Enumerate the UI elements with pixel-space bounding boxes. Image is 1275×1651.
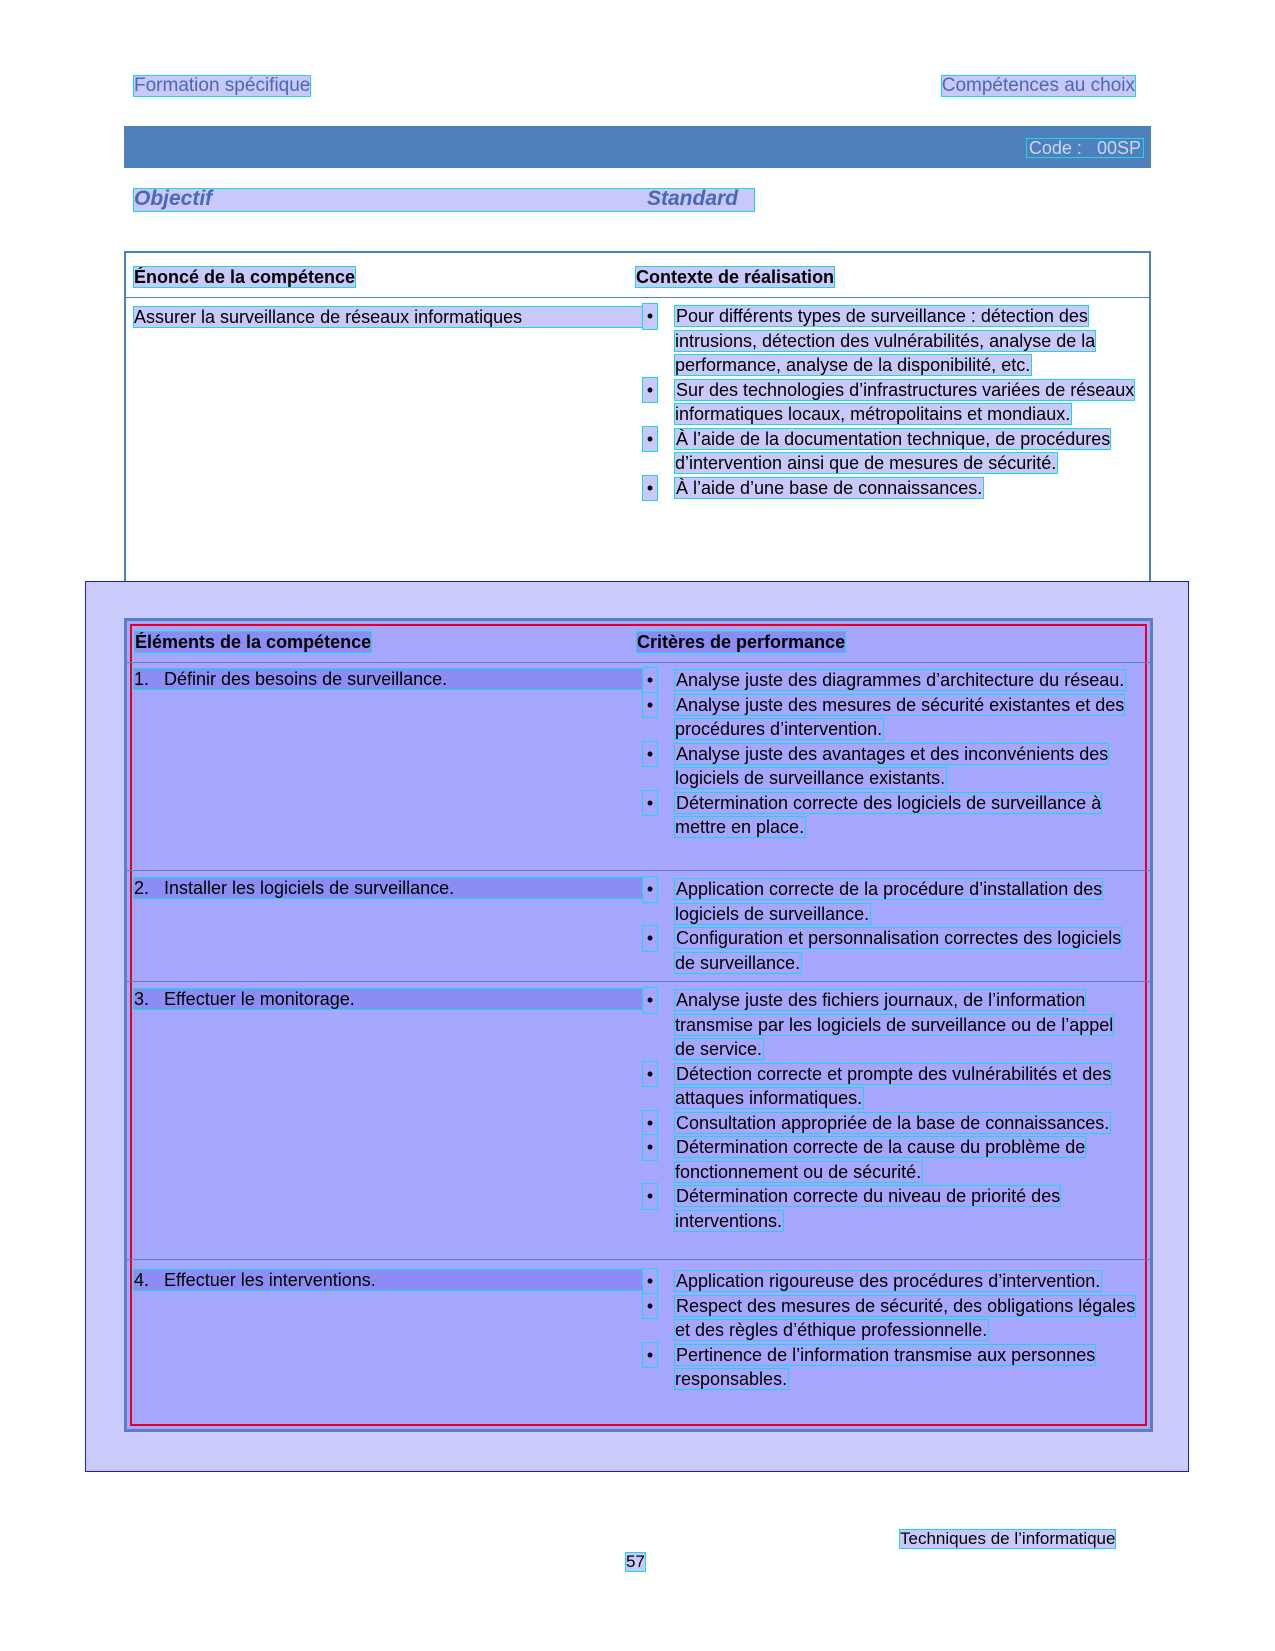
bullet-dot-icon: •	[643, 877, 657, 902]
element-row-4	[134, 1270, 642, 1290]
code-text	[1027, 139, 1143, 157]
bullet-text: Analyse juste des mesures de sécurité existantes et des procédures d’intervention.	[675, 694, 1125, 739]
bullet-item	[643, 693, 1138, 742]
row-divider	[127, 1259, 1150, 1260]
bullet-text: Consultation appropriée de la base de connaissances.	[676, 1112, 1110, 1133]
bullet-dot-icon: •	[643, 378, 657, 403]
bullet-text: Analyse juste des fichiers journaux, de l’information transmise par les logiciels de surveillance ou de l’appel de service.	[675, 990, 1114, 1059]
element-text: Installer les logiciels de surveillance.	[164, 878, 455, 898]
bullet-item	[643, 1343, 1138, 1392]
bullet-dot-icon: •	[643, 1135, 657, 1160]
element-row-1	[134, 669, 642, 689]
bullet-dot-icon: •	[643, 693, 657, 718]
criteres-list-1	[643, 668, 1138, 840]
element-row-2	[134, 878, 642, 898]
code-band	[124, 126, 1151, 168]
element-row-3	[134, 989, 642, 1009]
bullet-dot-icon: •	[643, 476, 657, 501]
bullet-dot-icon: •	[643, 1184, 657, 1209]
bullet-item	[643, 791, 1138, 840]
bullet-text: Analyse juste des avantages et des inconvénients des logiciels de surveillance existants.	[675, 743, 1109, 788]
bullet-text: Application rigoureuse des procédures d’intervention.	[676, 1271, 1101, 1291]
bullet-dot-icon: •	[643, 1294, 657, 1319]
header-left: Formation spécifique	[134, 75, 311, 96]
bullet-dot-icon: •	[643, 427, 657, 452]
heading-standard: Standard	[647, 187, 739, 210]
heading-objectif: Objectif	[134, 187, 213, 210]
bullet-text: Analyse juste des diagrammes d’architecture du réseau.	[676, 670, 1125, 690]
bullet-item	[643, 1062, 1138, 1111]
bullet-text: Détermination correcte de la cause du problème de fonctionnement ou de sécurité.	[675, 1137, 1086, 1182]
criteres-list-2	[643, 877, 1138, 975]
element-text: Effectuer le monitorage.	[164, 989, 355, 1009]
bullet-item	[643, 1269, 1138, 1294]
bullet-text: Pertinence de l’information transmise aux personnes responsables.	[675, 1344, 1096, 1389]
bullet-text: Détermination correcte des logiciels de surveillance à mettre en place.	[675, 792, 1102, 837]
bullet-text: À l’aide de la documentation technique, de procédures d’intervention ainsi que de mesures de sécurité.	[675, 428, 1111, 473]
bullet-item	[643, 742, 1138, 791]
bullet-text: À l’aide d’une base de connaissances.	[676, 477, 983, 498]
element-number: 4.	[134, 1270, 150, 1290]
bullet-item	[643, 668, 1138, 693]
element-text: Effectuer les interventions.	[164, 1270, 376, 1290]
bullet-item	[643, 304, 1138, 378]
bullet-dot-icon: •	[643, 1269, 657, 1294]
bullet-dot-icon: •	[643, 791, 657, 816]
element-text: Définir des besoins de surveillance.	[164, 669, 448, 689]
bullet-dot-icon: •	[643, 988, 657, 1013]
bullet-item	[643, 1135, 1138, 1184]
code-value: 00SP	[1096, 138, 1141, 158]
bullet-item	[643, 427, 1138, 476]
criteres-header: Critères de performance	[637, 632, 846, 652]
competence-statement: Assurer la surveillance de réseaux informatiques	[134, 307, 642, 327]
criteres-list-3	[643, 988, 1138, 1233]
bullet-item	[643, 1111, 1138, 1136]
page-number: 57	[626, 1552, 645, 1571]
header-right: Compétences au choix	[941, 75, 1135, 96]
bullet-item	[643, 988, 1138, 1062]
bullet-text: Détermination correcte du niveau de priorité des interventions.	[675, 1186, 1061, 1231]
bullet-item	[643, 1294, 1138, 1343]
contexte-header: Contexte de réalisation	[636, 267, 835, 287]
row-divider	[127, 870, 1150, 871]
bullet-item	[643, 926, 1138, 975]
element-number: 3.	[134, 989, 150, 1009]
bullet-text: Pour différents types de surveillance : détection des intrusions, détection des vulnérabilités, analyse de la performance, analyse de la disponibilité, etc.	[675, 306, 1096, 375]
enonce-header: Énoncé de la compétence	[134, 267, 356, 287]
code-label: Code :	[1028, 138, 1082, 158]
criteres-list-4	[643, 1269, 1138, 1392]
bullet-item	[643, 476, 1138, 501]
bullet-dot-icon: •	[643, 668, 657, 693]
bullet-dot-icon: •	[643, 742, 657, 767]
bullet-dot-icon: •	[643, 926, 657, 951]
bullet-item	[643, 1184, 1138, 1233]
element-number: 1.	[134, 669, 150, 689]
bullet-dot-icon: •	[643, 1343, 657, 1368]
table1-header-divider	[126, 297, 1149, 298]
table2-header-divider	[127, 662, 1150, 663]
elements-header: Éléments de la compétence	[135, 632, 372, 652]
bullet-dot-icon: •	[643, 1062, 657, 1087]
bullet-item	[643, 877, 1138, 926]
bullet-text: Configuration et personnalisation correctes des logiciels de surveillance.	[675, 928, 1122, 973]
bullet-text: Respect des mesures de sécurité, des obligations légales et des règles d’éthique professionnelle.	[675, 1295, 1136, 1340]
bullet-dot-icon: •	[643, 1111, 657, 1136]
bullet-dot-icon: •	[643, 304, 657, 329]
row-divider	[127, 981, 1150, 982]
bullet-text: Détection correcte et prompte des vulnérabilités et des attaques informatiques.	[675, 1063, 1112, 1108]
footer-program: Techniques de l’informatique	[900, 1529, 1116, 1548]
bullet-text: Sur des technologies d’infrastructures variées de réseaux informatiques locaux, métropolitains et mondiaux.	[675, 379, 1135, 424]
contexte-list	[643, 304, 1138, 500]
element-number: 2.	[134, 878, 150, 898]
bullet-item	[643, 378, 1138, 427]
bullet-text: Application correcte de la procédure d’installation des logiciels de surveillance.	[675, 879, 1103, 924]
